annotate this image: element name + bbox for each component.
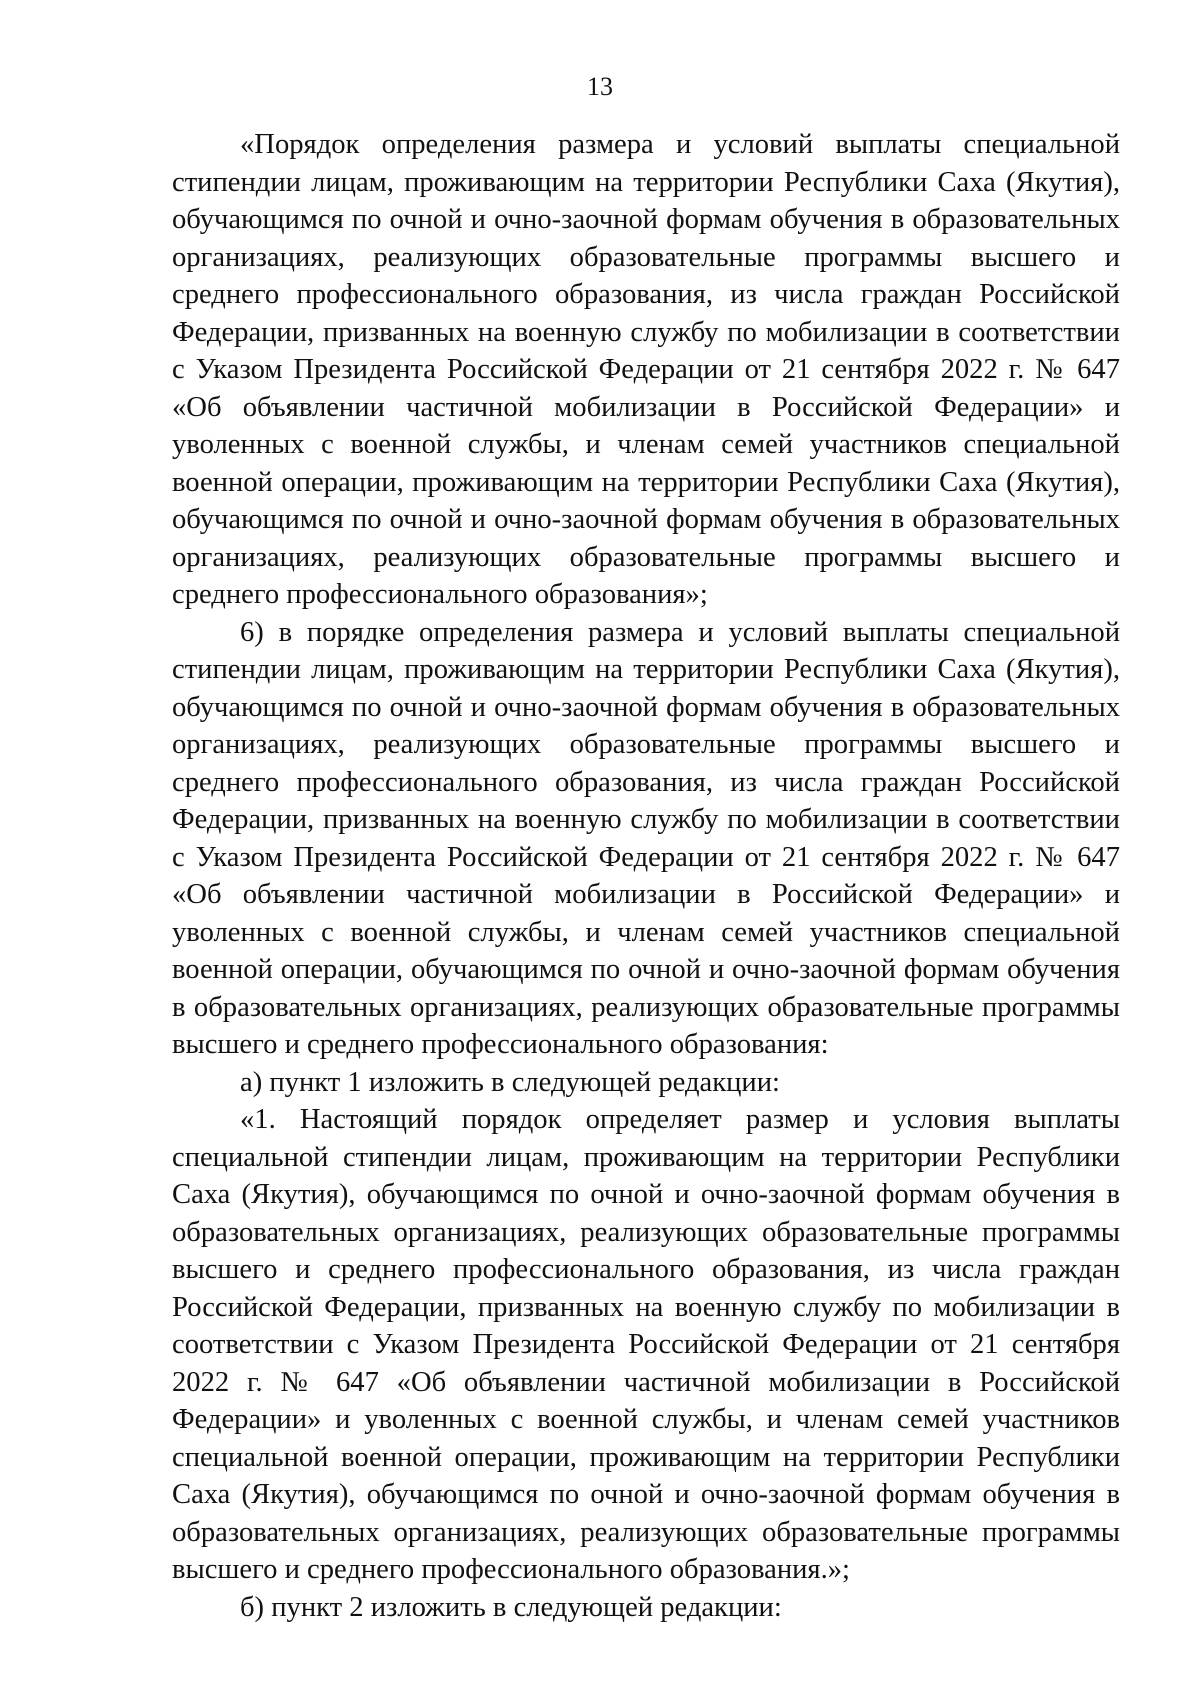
paragraph-point-1: «1. Настоящий порядок определяет размер и условия выплаты специальной стипендии лицам, проживающим на территории Республики Саха (Якутия), обучающимся по очной и очно-заочной формам обучения в образовательных организациях, реализующих образовательные программы высшего и среднего профессионального образования, из числа граждан Российской Федерации, призванных на военную службу по мобилизации в соответствии с Указом Президента Российской Федерации от 21 сентября 2022 г. № 647 «Об объявлении частичной мобилизации в Российской Федерации» и уволенных с военной службы, и членам семей участников специальной военной операции, проживающим на территории Республики Саха (Якутия), обучающимся по очной и очно-заочной формам обучения в образовательных организациях, реализующих образовательные программы высшего и среднего профессионального образования.»; xyxy=(172,1104,1120,1585)
paragraph-subitem-b: б) пункт 2 изложить в следующей редакции: xyxy=(240,1591,782,1623)
page-number: 13 xyxy=(587,72,613,101)
paragraph-item-6: 6) в порядке определения размера и условий выплаты специальной стипендии лицам, проживающим на территории Республики Саха (Якутия), обучающимся по очной и очно-заочной формам обучения в образовательных организациях, реализующих образовательные программы высшего и среднего профессионального образования, из числа граждан Российской Федерации, призванных на военную службу по мобилизации в соответствии с Указом Президента Российской Федерации от 21 сентября 2022 г. № 647 «Об объявлении частичной мобилизации в Российской Федерации» и уволенных с военной службы, и членам семей участников специальной военной операции, обучающимся по очной и очно-заочной формам обучения в образовательных организациях, реализующих образовательные программы высшего и среднего профессионального образования: xyxy=(172,616,1120,1060)
paragraph-order-title: «Порядок определения размера и условий выплаты специальной стипендии лицам, проживающим на территории Республики Саха (Якутия), обучающимся по очной и очно-заочной формам обучения в образовательных организациях, реализующих образовательные программы высшего и среднего профессионального образования, из числа граждан Российской Федерации, призванных на военную службу по мобилизации в соответствии с Указом Президента Российской Федерации от 21 сентября 2022 г. № 647 «Об объявлении частичной мобилизации в Российской Федерации» и уволенных с военной службы, и членам семей участников специальной военной операции, проживающим на территории Республики Саха (Якутия), обучающимся по очной и очно-заочной формам обучения в образовательных организациях, реализующих образовательные программы высшего и среднего профессионального образования»; xyxy=(172,129,1120,610)
document-body xyxy=(172,126,1120,1626)
paragraph-subitem-a: а) пункт 1 изложить в следующей редакции: xyxy=(240,1066,780,1098)
